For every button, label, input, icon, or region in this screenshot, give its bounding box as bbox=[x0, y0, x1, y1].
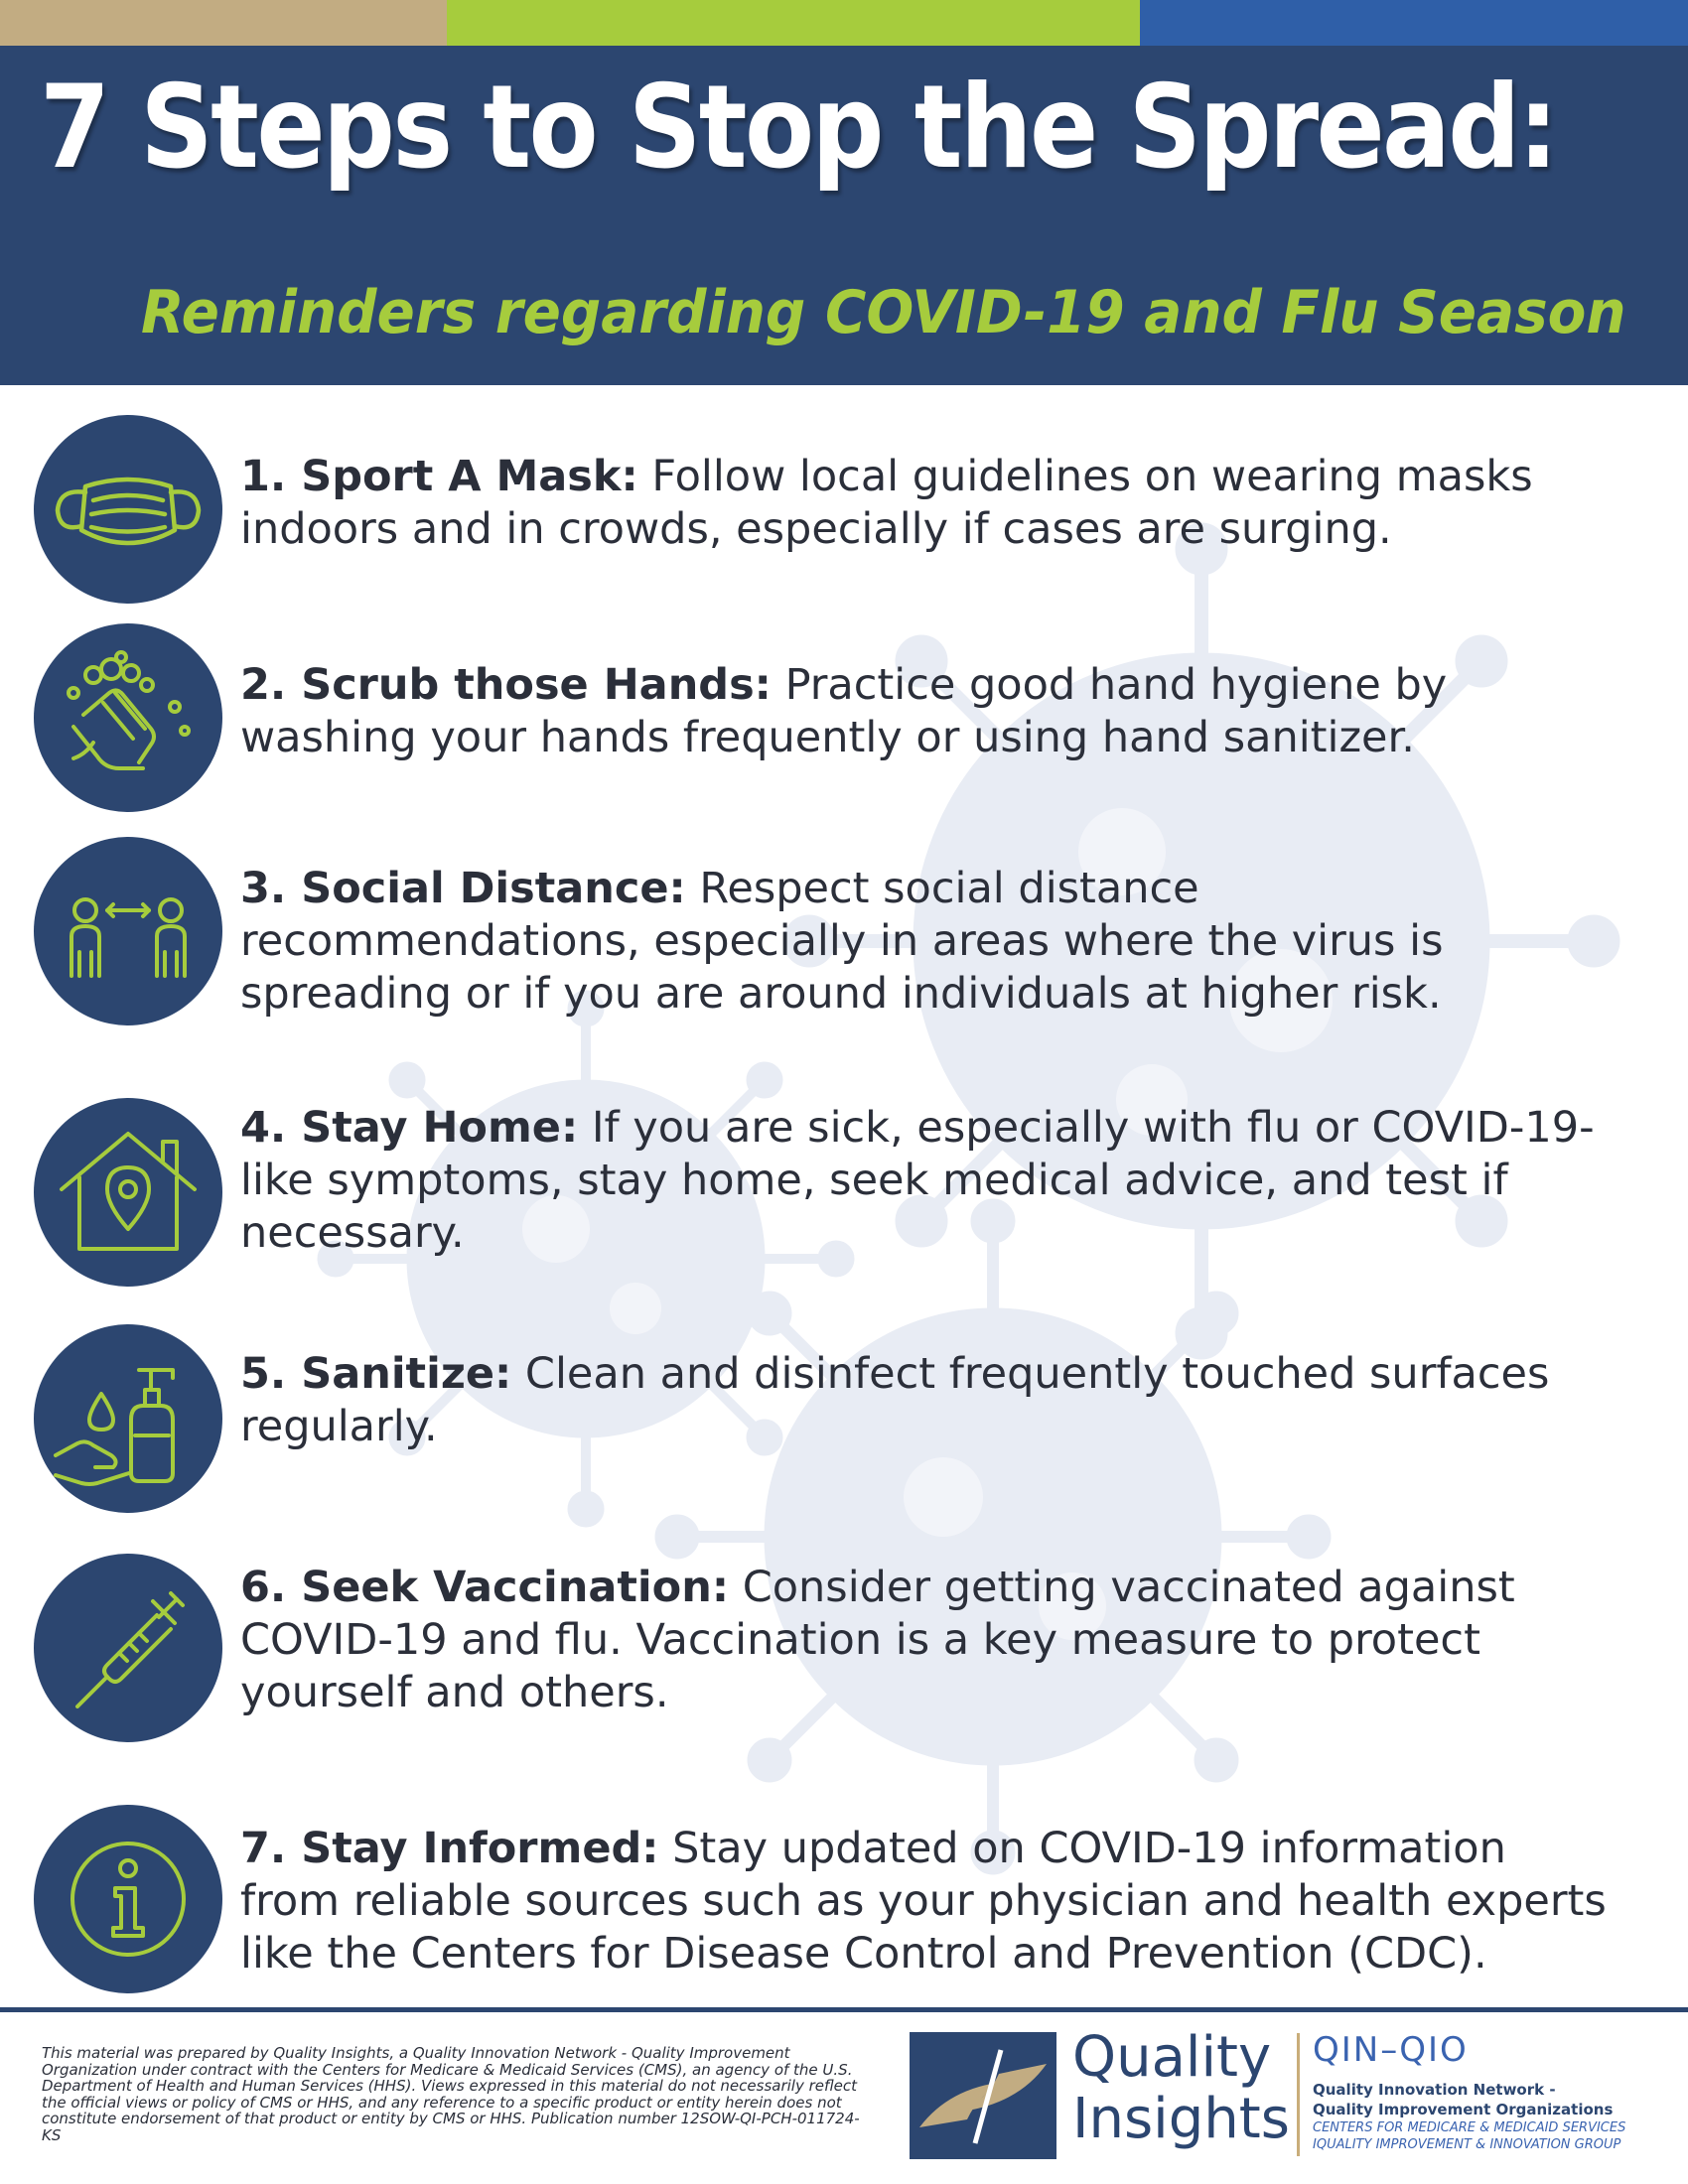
step-1-body: Follow local guidelines on wearing masks indoors and in crowds, especially if cases are surging. bbox=[240, 452, 1533, 554]
step-4-body: If you are sick, especially with flu or COVID-19-like symptoms, stay home, seek medical advice, and test if necessary. bbox=[240, 1103, 1595, 1258]
step-6-text bbox=[240, 1562, 1611, 1719]
syringe-icon bbox=[34, 1554, 222, 1742]
social-distance-icon bbox=[34, 837, 222, 1025]
step-2-text bbox=[240, 659, 1611, 764]
step-6-circle bbox=[34, 1554, 222, 1742]
step-1-heading: 1. Sport A Mask: bbox=[240, 452, 638, 501]
step-7-text bbox=[240, 1823, 1611, 1980]
step-1-text bbox=[240, 451, 1611, 556]
step-6-heading: 6. Seek Vaccination: bbox=[240, 1563, 730, 1612]
stay-home-icon bbox=[34, 1098, 222, 1287]
qin-line-3: CENTERS FOR MEDICARE & MEDICAID SERVICES bbox=[1313, 2120, 1626, 2135]
step-3-body: Respect social distance recommendations, especially in areas where the virus is spreading or if you are around individuals at higher risk. bbox=[240, 864, 1444, 1019]
step-3-text bbox=[240, 863, 1611, 1021]
info-icon bbox=[34, 1805, 222, 1993]
step-2-heading: 2. Scrub those Hands: bbox=[240, 660, 772, 710]
quality-insights-logo-icon bbox=[910, 2032, 1056, 2159]
step-2-body: Practice good hand hygiene by washing your hands frequently or using hand sanitizer. bbox=[240, 660, 1448, 762]
hand-washing-icon bbox=[34, 623, 222, 812]
logo-line-1: Quality bbox=[1072, 2025, 1272, 2090]
step-7-circle bbox=[34, 1805, 222, 1993]
step-5-heading: 5. Sanitize: bbox=[240, 1349, 512, 1399]
footer-divider bbox=[0, 2007, 1688, 2012]
step-6-body: Consider getting vaccinated against COVID-19 and flu. Vaccination is a key measure to protect yourself and others. bbox=[240, 1563, 1515, 1717]
step-4-heading: 4. Stay Home: bbox=[240, 1103, 579, 1153]
page-subtitle: Reminders regarding COVID-19 and Flu Season bbox=[141, 278, 1626, 347]
page-title: 7 Steps to Stop the Spread: bbox=[40, 61, 1556, 195]
qin-line-2: Quality Improvement Organizations bbox=[1313, 2101, 1614, 2118]
step-5-text bbox=[240, 1348, 1611, 1453]
qin-line-4: IQUALITY IMPROVEMENT & INNOVATION GROUP bbox=[1313, 2137, 1621, 2152]
step-5-circle bbox=[34, 1324, 222, 1513]
step-3-heading: 3. Social Distance: bbox=[240, 864, 686, 913]
logo-line-2: Insights bbox=[1072, 2087, 1290, 2151]
logo-divider bbox=[1297, 2033, 1300, 2156]
step-5-body: Clean and disinfect frequently touched surfaces regularly. bbox=[240, 1349, 1550, 1451]
qin-qio-title: QIN–QIO bbox=[1313, 2030, 1469, 2070]
step-3-circle bbox=[34, 837, 222, 1025]
step-1-circle bbox=[34, 415, 222, 604]
step-4-text bbox=[240, 1102, 1611, 1260]
quality-insights-wordmark bbox=[1072, 2027, 1291, 2150]
step-4-circle bbox=[34, 1098, 222, 1287]
step-7-body: Stay updated on COVID-19 information from reliable sources such as your physician and health experts like the Centers for Disease Control and Prevention (CDC). bbox=[240, 1824, 1607, 1979]
step-2-circle bbox=[34, 623, 222, 812]
top-color-bars bbox=[0, 0, 1688, 46]
sanitizer-icon bbox=[34, 1324, 222, 1513]
footer-disclaimer: This material was prepared by Quality Insights, a Quality Innovation Network - Quality Improvement Organization under contract with the Centers for Medicare & Medicaid Services (CMS), an agency of the U.S. Department of Health and Human Services (HHS). Views expressed in this material do not necessarily reflect the official views or policy of CMS or HHS, and any reference to a specific product or entity herein does not constitute endorsement of that product or entity by CMS or HHS. Publication number 12SOW-QI-PCH-011724-KS bbox=[42, 2044, 860, 2144]
face-mask-icon bbox=[34, 415, 222, 604]
top-bar-blue bbox=[1140, 0, 1688, 46]
step-7-heading: 7. Stay Informed: bbox=[240, 1824, 659, 1873]
top-bar-green bbox=[447, 0, 1140, 46]
top-bar-tan bbox=[0, 0, 447, 46]
qin-line-1: Quality Innovation Network - bbox=[1313, 2081, 1556, 2099]
